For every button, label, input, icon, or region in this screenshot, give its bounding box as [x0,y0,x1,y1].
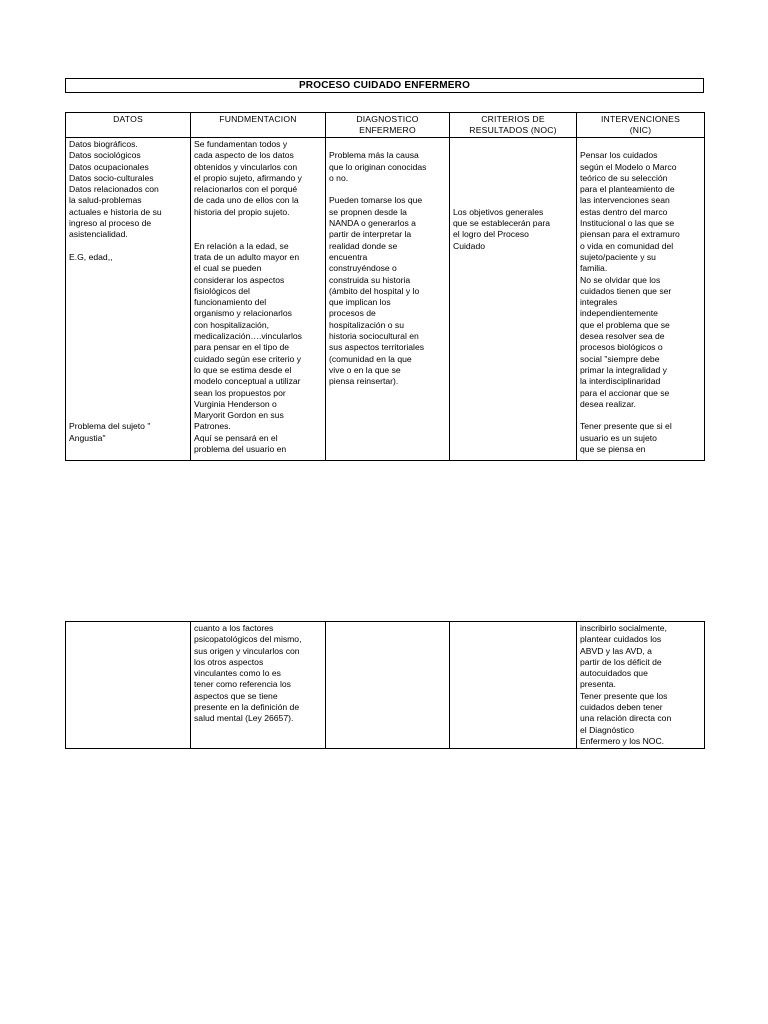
cell-intervenciones: inscribirlo socialmente, plantear cuidados los ABVD y las AVD, a partir de los déficit de autocuidados que presenta. Tener presente que los cuidados deben tener una relación directa con el Diagnóstico Enfermero y los NOC. [577,622,705,749]
document-title: PROCESO CUIDADO ENFERMERO [65,78,704,93]
header-datos: DATOS [66,113,191,138]
cell-fundamentacion: cuanto a los factores psicopatológicos del mismo, sus origen y vincularlos con los otros aspectos vinculantes como lo es tener como referencia los aspectos que se tiene presente en la definición de salud mental (Ley 26657). [191,622,326,749]
cell-criterios [450,622,577,749]
care-process-table-continued [65,621,705,749]
header-fundamentacion: FUNDMENTACION [191,113,326,138]
cell-criterios: Los objetivos generales que se establecerán para el logro del Proceso Cuidado [450,138,577,461]
cell-fundamentacion: Se fundamentan todos y cada aspecto de los datos obtenidos y vincularlos con el propio sujeto, afirmando y relacionarlos con el porqué de cada uno de ellos con la historia del propio sujeto. En relación a la edad, se trata de un adulto mayor en el cual se pueden considerar los aspectos fisiológicos del funcionamiento del organismo y relacionarlos con hospitalización, medicalización….vincularlos para pensar en el tipo de cuidado según ese criterio y lo que se estima desde el modelo conceptual a utilizar sean los propuestos por Vurginia Henderson o Maryorit Gordon en sus Patrones. Aquí se pensará en el problema del usuario en [191,138,326,461]
header-row [66,113,705,138]
header-diagnostico: DIAGNOSTICO ENFERMERO [326,113,450,138]
cell-datos [66,622,191,749]
table-row [66,622,705,749]
cell-datos: Datos biográficos. Datos sociológicos Datos ocupacionales Datos socio-culturales Datos relacionados con la salud-problemas actuales e historia de su ingreso al proceso de asistencialidad. E.G, edad,, Problema del sujeto " Angustia" [66,138,191,461]
cell-intervenciones: Pensar los cuidados según el Modelo o Marco teórico de su selección para el planteamiento de las intervenciones sean estas dentro del marco Institucional o las que se piensan para el extramuro o vida en comunidad del sujeto/paciente y su familia. No se olvidar que los cuidados tienen que ser integrales independientemente que el problema que se desea resolver sea de procesos biológicos o social "siempre debe primar la integralidad y la interdisciplinaridad para el accionar que se desea realizar. Tener presente que si el usuario es un sujeto que se piensa en [577,138,705,461]
cell-diagnostico: Problema más la causa que lo originan conocidas o no. Pueden tomarse los que se propnen desde la NANDA o generarlos a partir de interpretar la realidad donde se encuentra construyéndose o construida su historia (ámbito del hospital y lo que implican los procesos de hospitalización o su historia sociocultural en sus aspectos territoriales (comunidad en la que vive o en la que se piensa reinsertar). [326,138,450,461]
care-process-table [65,112,705,461]
header-criterios: CRITERIOS DE RESULTADOS (NOC) [450,113,577,138]
cell-diagnostico [326,622,450,749]
header-intervenciones: INTERVENCIONES (NIC) [577,113,705,138]
table-row [66,138,705,461]
